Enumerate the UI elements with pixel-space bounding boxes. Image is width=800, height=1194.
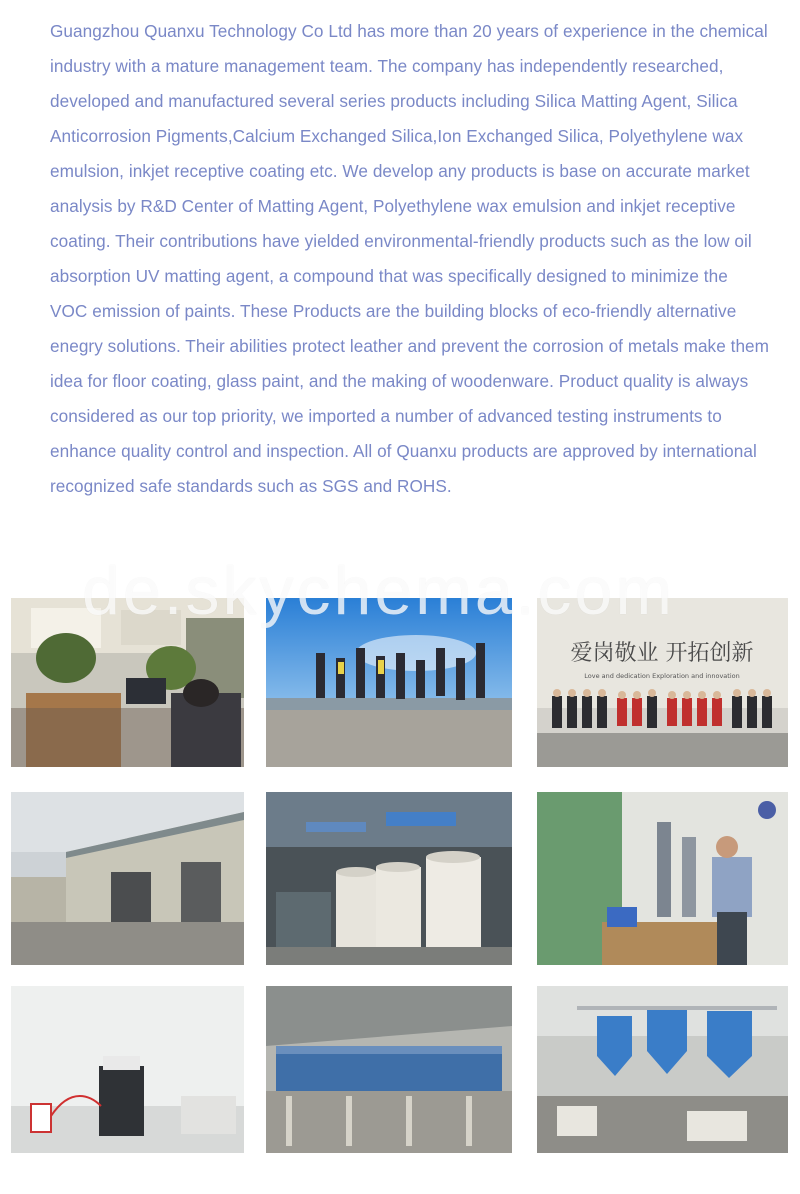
photo-warehouse-exterior	[11, 792, 244, 965]
photo-lab-worker	[537, 792, 788, 965]
photo-storage-tanks	[266, 792, 512, 965]
slogan-text: 爱岗敬业 开拓创新	[570, 641, 754, 666]
photo-filter-press	[266, 986, 512, 1153]
photo-production-line	[537, 986, 788, 1153]
subslogan-text: Love and dedication Exploration and innovation	[584, 672, 740, 680]
watermark-text: de.skychema.com	[82, 553, 675, 629]
photo-lab-instrument	[11, 986, 244, 1153]
company-intro	[50, 14, 770, 504]
intro-paragraph: Guangzhou Quanxu Technology Co Ltd has more than 20 years of experience in the chemical industry with a mature management team. The company has independently researched, developed and manufactured several series products including Silica Matting Agent, Silica Anticorrosion Pigments,Calcium Exchanged Silica,Ion Exchanged Silica, Polyethylene wax emulsion, inkjet receptive coating etc. We develop any products is base on accurate market analysis by R&D Center of Matting Agent, Polyethylene wax emulsion and inkjet receptive coating. Their contributions have yielded environmental-friendly products such as the low oil absorption UV matting agent, a compound that was specifically designed to minimize the VOC emission of paints. These Products are the building blocks of eco-friendly alternative enegry solutions. Their abilities protect leather and prevent the corrosion of metals make them idea for floor coating, glass paint, and the making of woodenware. Product quality is always considered as our top priority, we imported a number of advanced testing instruments to enhance quality control and inspection. All of Quanxu products are approved by international recognized safe standards such as SGS and ROHS.	[50, 21, 770, 496]
